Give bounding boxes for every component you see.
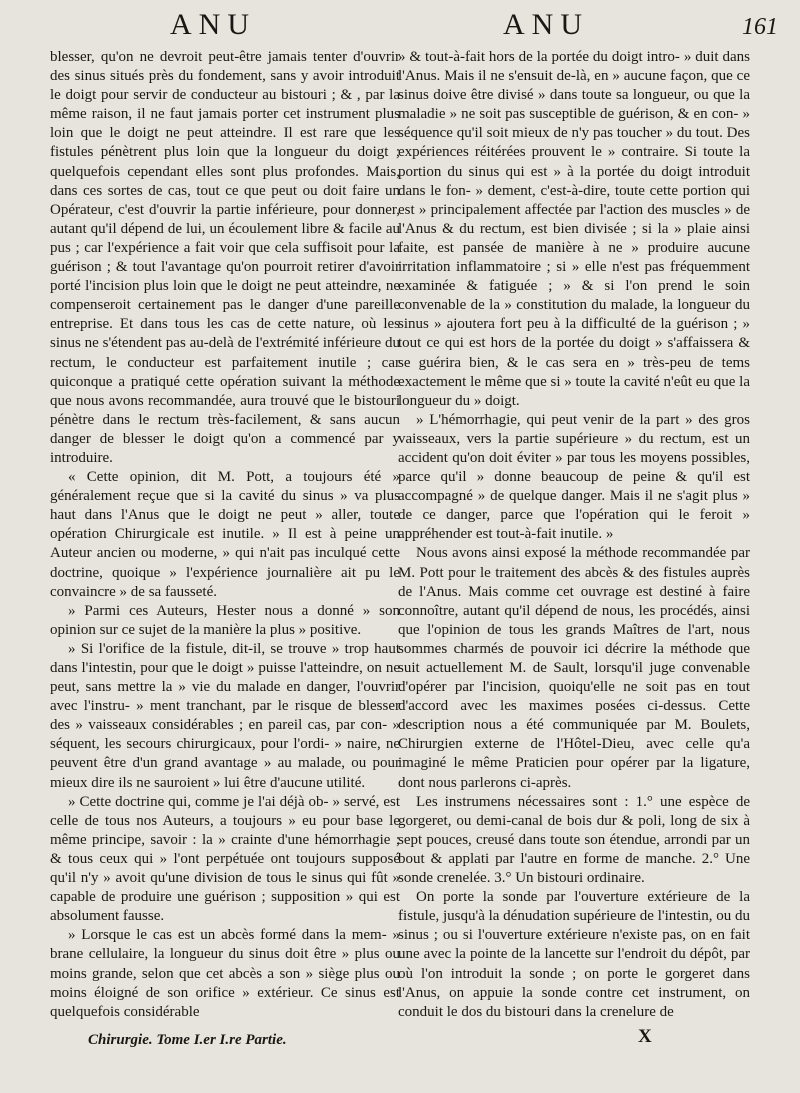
headword-left: ANU [170,8,256,41]
paragraph: » Cette doctrine qui, comme je l'ai déjà ob- » servé, est celle de tous nos Auteurs, a toujours » eu pour base le même principe, savoir : la » crainte d'une hémorrhagie ; & tous ceux qui » l'ont perpétuée ont toujours supposé qu'il n'y » avoit qu'une division de tous le sinus qui fût » capable de produire une guérison ; supposition » qui est absolument fausse. [50,793,400,925]
headword-right: ANU [503,8,589,41]
paragraph: blesser, qu'on ne devroit peut-être jamais tenter d'ouvrir des sinus situés près du fondement, sans y avoir introduit le doigt pour servir de conducteur au bistouri ; & , par la même raison, il ne faut jamais porter cet instrument plus loin que le doigt ne peut atteindre. Il est rare que les fistules pénètrent plus loin que la longueur du doigt ; quelquefois cependant elles sont plus profondes. Mais, dans ces sortes de cas, tout ce que peut ou doit faire un Opérateur, c'est d'ouvrir la partie inférieure, pour donner, autant qu'il dépend de lui, un écoulement libre & facile au pus ; car l'expérience a fait voir que cela suffisoit pour la guérison ; & tout l'avantage qu'on pourroit retirer d'avoir porté l'incision plus loin que le doigt ne peut atteindre, ne compenseroit certainement pas le danger d'une pareille entreprise. Et dans tous les cas de cette nature, où les sinus ne s'étendent pas au-delà de l'extrémité inférieure du rectum, le conducteur est parfaitement inutile ; car quiconque a pratiqué cette opération suivant la méthode que nous avons recommandée, aura trouvé que le bistouri pénètre dans le rectum très-facilement, & sans aucun danger de blesser le doigt qu'on a commencé par y introduire. [50,49,400,466]
paragraph: Les instrumens nécessaires sont : 1.° une espèce de gorgeret, ou demi-canal de bois dur & poli, long de six à sept pouces, creusé dans toute son étendue, arrondi par un bout & applati par l'autre en forme de manche. 2.° Une sonde crenelée. 3.° Un bistouri ordinaire. [398,793,750,887]
paragraph: Nous avons ainsi exposé la méthode recommandée par M. Pott pour le traitement des abcès & des fistules auprès de l'Anus. Mais comme cet ouvrage est destiné à faire connoître, autant qu'il dépend de nous, les procédés, ainsi que l'opinion de tous les grands Maîtres de l'art, nous sommes charmés de pouvoir ici décrire la méthode que suit actuellement M. de Sault, lorsqu'il juge convenable d'opérer par l'incision, quoiqu'elle ne soit pas en tout d'accord avec les maximes posées ci-dessus. Cette description nous a été communiquée par M. Boulets, Chirurgien externe de l'Hôtel-Dieu, avec celle qu'a imaginé le même Praticien pour opérer par la ligature, dont nous parlerons ci-après. [398,545,750,791]
running-header [0,4,800,48]
right-column [398,48,750,1022]
left-column [50,48,400,1022]
page-number: 161 [742,14,778,40]
paragraph: « Cette opinion, dit M. Pott, a toujours été » généralement reçue que si la cavité du sinus » va plus haut dans l'Anus que le doigt ne peut » aller, toute opération Chirurgicale est inutile. » Il est à peine un Auteur ancien ou moderne, » qui n'ait pas inculqué cette doctrine, quoique » l'expérience journalière ait pu le convaincre » de sa fausseté. [50,469,400,600]
sheet-mark: X [638,1026,653,1047]
paragraph: On porte la sonde par l'ouverture extérieure de la fistule, jusqu'à la dénudation supérieure de l'intestin, ou du sinus ; ou si l'ouverture extérieure n'existe pas, on en fait une avec la pointe de la lancette sur l'endroit du dépôt, par où l'on introduit la sonde ; on porte le gorgeret dans l'Anus, on appuie la sonde contre cet instrument, on conduit le dos du bistouri dans la crenelure de [398,889,750,1020]
paragraph: » & tout-à-fait hors de la portée du doigt intro- » duit dans l'Anus. Mais il ne s'ensuit de-là, en » aucune façon, que ce sinus doive être divisé » dans toute sa longueur, ou que la maladie » ne soit pas susceptible de guérison, & en con- » séquence qu'il soit mieux de n'y pas toucher » du tout. Des expériences réitérées prouvent le » contraire. Si toute la portion du sinus qui est » à la portée du doigt introduit dans le fon- » dement, c'est-à-dire, toute cette portion qui est » principalement affectée par l'action des muscles » de l'Anus & du rectum, est bien divisée ; si la » plaie ainsi faite, est pansée de manière à ne » produire aucune irritation inflammatoire ; si » elle n'est pas fréquemment examinée & fatiguée ; » & si l'on prend le soin convenable de la » constitution du malade, la longueur du sinus » ajoutera fort peu à la difficulté de la guérison ; » tout ce qui est hors de la portée du doigt » s'affaissera & se guérira bien, & le cas sera en » très-peu de tems exactement le même que si » toute la cavité n'eût eu que la longueur du » doigt. [398,49,750,409]
paragraph: » L'hémorrhagie, qui peut venir de la part » des gros vaisseaux, vers la partie supérieure » du rectum, est un accident qu'on doit éviter » par tous les moyens possibles, parce qu'il » donne beaucoup de peine & qu'il est accompagné » de quelque danger. Mais il ne s'agit plus » de ce danger, parce que l'opération qui le feroit » appréhender est tout-à-fait inutile. » [398,411,750,543]
paragraph: » Si l'orifice de la fistule, dit-il, se trouve » trop haut dans l'intestin, pour que le doigt » puisse l'atteindre, on ne peut, sans mettre la » vie du malade en danger, l'ouvrir avec l'instru- » ment tranchant, par le risque de blesser des » vaisseaux considérables ; en pareil cas, par con- » séquent, les secours chirurgicaux, pour l'ordi- » naire, ne peuvent être d'un grand avantage » au malade, ou pour mieux dire ils ne sauroient » lui être d'aucune utilité. [50,640,400,791]
paragraph: » Lorsque le cas est un abcès formé dans la mem- » brane cellulaire, la longueur du sinus doit être » plus ou moins grande, selon que cet abcès a son » siège plus ou moins éloigné de son orifice » extérieur. Ce sinus est quelquefois considérable [50,927,400,1020]
paragraph: » Parmi ces Auteurs, Hester nous a donné » son opinion sur ce sujet de la manière la plus » positive. [50,602,400,638]
page-footer [0,1026,800,1070]
signature-line: Chirurgie. Tome I.er I.re Partie. [88,1032,287,1048]
